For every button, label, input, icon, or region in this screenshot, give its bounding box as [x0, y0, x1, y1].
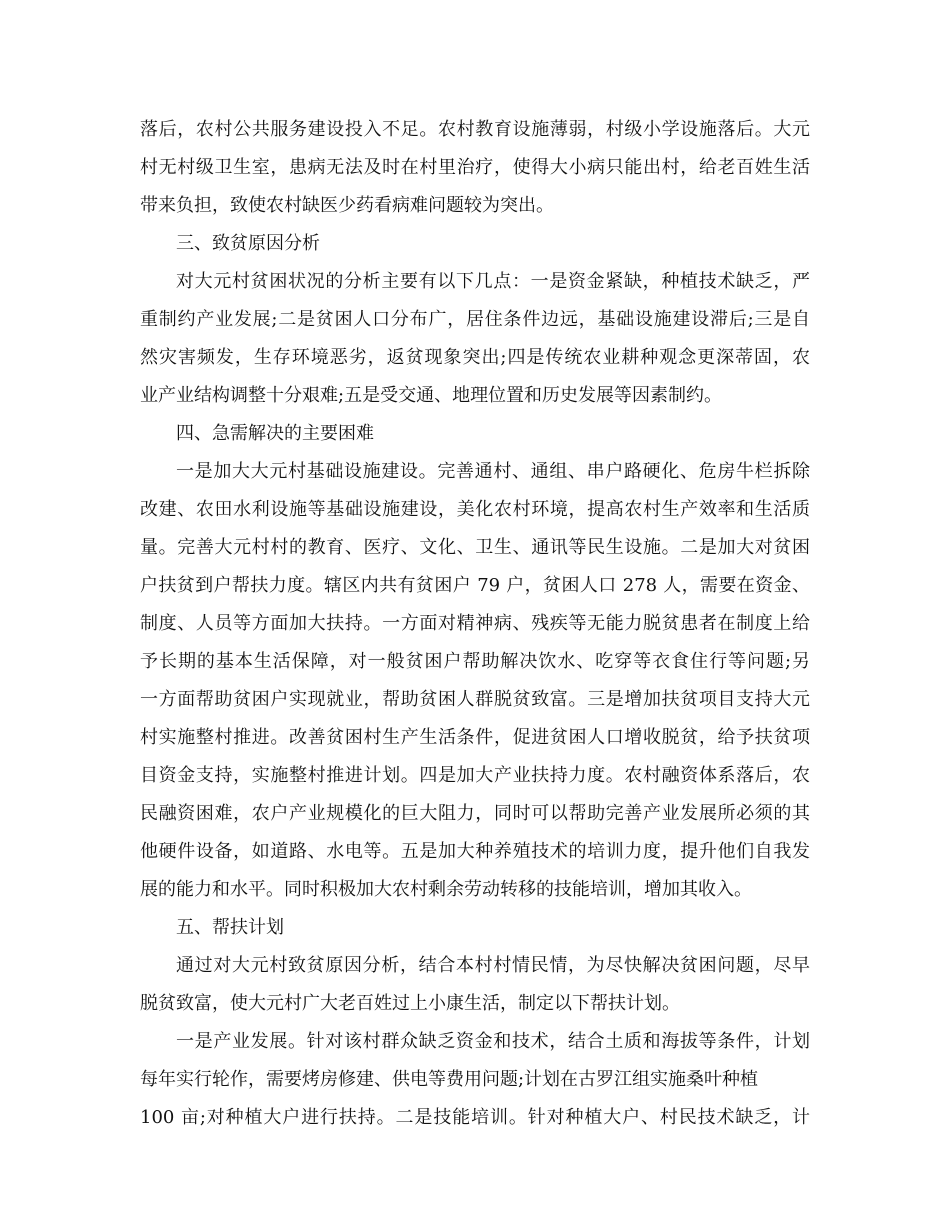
paragraph-line: 业产业结构调整十分艰难;五是受交通、地理位置和历史发展等因素制约。 [140, 385, 723, 406]
paragraph-line: 带来负担，致使农村缺医少药看病难问题较为突出。 [140, 195, 554, 216]
paragraph-line: 落后，农村公共服务建设投入不足。农村教育设施薄弱，村级小学设施落后。大元 [140, 119, 810, 140]
paragraph-line: 一是加大大元村基础设施建设。完善通村、通组、串户路硬化、危房牛栏拆除 [176, 461, 810, 482]
paragraph-line: 改建、农田水利设施等基础设施建设，美化农村环境，提高农村生产效率和生活质 [140, 499, 810, 520]
paragraph-line: 一方面帮助贫困户实现就业，帮助贫困人群脱贫致富。三是增加扶贫项目支持大元 [140, 689, 810, 710]
paragraph-line: 制度、人员等方面加大扶持。一方面对精神病、残疾等无能力脱贫患者在制度上给 [140, 613, 810, 634]
paragraph-line: 他硬件设备，如道路、水电等。五是加大种养殖技术的培训力度，提升他们自我发 [140, 841, 810, 862]
paragraph-line: 然灾害频发，生存环境恶劣，返贫现象突出;四是传统农业耕种观念更深蒂固，农 [140, 347, 810, 368]
paragraph-line: 目资金支持，实施整村推进计划。四是加大产业扶持力度。农村融资体系落后，农 [140, 765, 810, 786]
paragraph-line: 村无村级卫生室，患病无法及时在村里治疗，使得大小病只能出村，给老百姓生活 [140, 157, 810, 178]
paragraph-line: 予长期的基本生活保障，对一般贫困户帮助解决饮水、吃穿等衣食住行等问题;另 [140, 651, 810, 672]
section-heading: 三、致贫原因分析 [176, 233, 320, 254]
paragraph-line: 脱贫致富，使大元村广大老百姓过上小康生活，制定以下帮扶计划。 [140, 993, 680, 1014]
paragraph-line: 村实施整村推进。改善贫困村生产生活条件，促进贫困人口增收脱贫，给予扶贫项 [140, 727, 810, 748]
paragraph-line: 每年实行轮作，需要烤房修建、供电等费用问题;计划在古罗江组实施桑叶种植 [140, 1069, 759, 1090]
paragraph-line: 通过对大元村致贫原因分析，结合本村村情民情，为尽快解决贫困问题，尽早 [176, 955, 810, 976]
section-heading: 五、帮扶计划 [176, 917, 284, 938]
paragraph-line: 一是产业发展。针对该村群众缺乏资金和技术，结合土质和海拔等条件，计划 [176, 1031, 810, 1052]
section-heading: 四、急需解决的主要困难 [176, 423, 374, 444]
paragraph-line: 展的能力和水平。同时积极加大农村剩余劳动转移的技能培训，增加其收入。 [140, 879, 752, 900]
paragraph-line: 民融资困难，农户产业规模化的巨大阻力，同时可以帮助完善产业发展所必须的其 [140, 803, 810, 824]
paragraph-line: 100 亩;对种植大户进行扶持。二是技能培训。针对种植大户、村民技术缺乏，计 [140, 1107, 810, 1128]
paragraph-line: 对大元村贫困状况的分析主要有以下几点：一是资金紧缺，种植技术缺乏，严 [176, 271, 810, 292]
paragraph-line: 量。完善大元村村的教育、医疗、文化、卫生、通讯等民生设施。二是加大对贫困 [140, 537, 810, 558]
paragraph-line: 户扶贫到户帮扶力度。辖区内共有贫困户 79 户，贫困人口 278 人，需要在资金、 [140, 575, 810, 596]
paragraph-line: 重制约产业发展;二是贫困人口分布广，居住条件边远，基础设施建设滞后;三是自 [140, 309, 810, 330]
